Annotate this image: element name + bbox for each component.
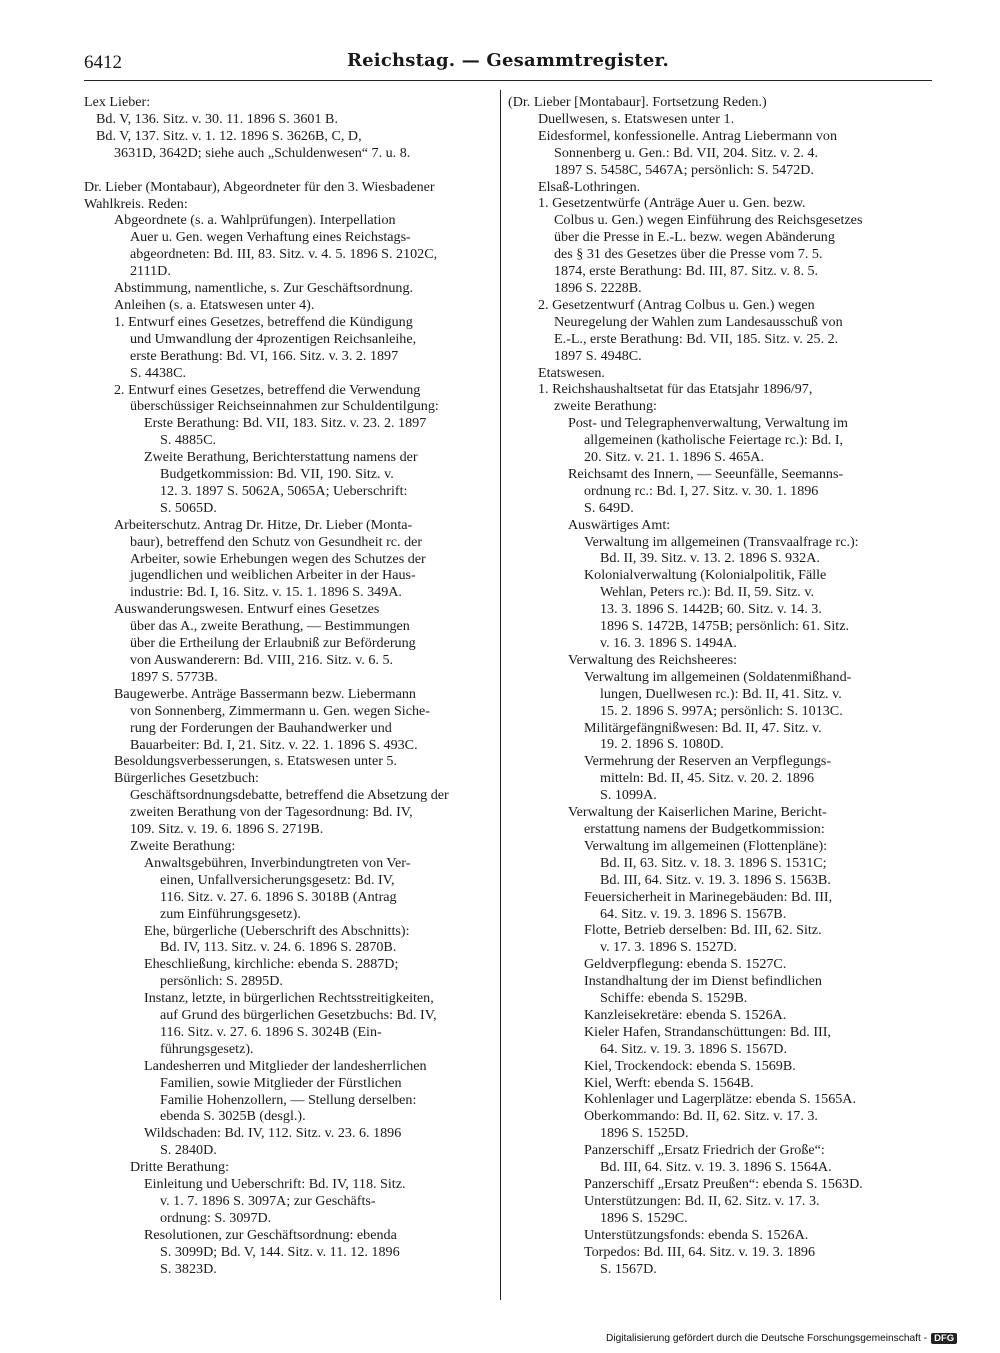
index-line: und Umwandlung der 4prozentigen Reichsanleihe, [130, 330, 417, 347]
index-line: Ehe, bürgerliche (Ueberschrift des Abschnitts): [144, 922, 410, 939]
footer [606, 1333, 957, 1344]
index-line: von Sonnenberg, Zimmermann u. Gen. wegen Siche- [130, 702, 430, 719]
index-line: Reichsamt des Innern, — Seeunfälle, Seemanns- [568, 465, 844, 482]
index-line: Lex Lieber: [84, 94, 151, 110]
index-line: zum Einführungsgesetz). [160, 905, 301, 922]
index-line: 12. 3. 1897 S. 5062A, 5065A; Ueberschrift: [160, 482, 408, 499]
index-line: Colbus u. Gen.) wegen Einführung des Reichsgesetzes [554, 212, 863, 229]
index-line: 1897 S. 5458C, 5467A; persönlich: S. 5472D. [554, 161, 814, 178]
index-line: 15. 2. 1896 S. 997A; persönlich: S. 1013C. [600, 702, 843, 719]
index-line: 3631D, 3642D; siehe auch „Schuldenwesen“ 7. u. 8. [114, 144, 411, 161]
index-line: Bd. IV, 113. Sitz. v. 24. 6. 1896 S. 2870B. [160, 939, 397, 956]
index-line: auf Grund des bürgerlichen Gesetzbuchs: Bd. IV, [160, 1007, 437, 1024]
index-line: Kiel, Werft: ebenda S. 1564B. [584, 1074, 754, 1091]
index-line: Einleitung und Ueberschrift: Bd. IV, 118. Sitz. [144, 1176, 406, 1193]
index-line: Arbeiterschutz. Antrag Dr. Hitze, Dr. Lieber (Monta- [114, 516, 413, 533]
index-line: Zweite Berathung, Berichterstattung namens der [144, 449, 418, 466]
index-line: Bd. III, 64. Sitz. v. 19. 3. 1896 S. 1564A. [600, 1159, 832, 1176]
index-line: S. 3099D; Bd. V, 144. Sitz. v. 11. 12. 1896 [160, 1243, 400, 1260]
index-line: zweite Berathung: [554, 398, 657, 415]
index-line: Verwaltung im allgemeinen (Transvaalfrage rc.): [584, 533, 859, 550]
index-line: S. 4885C. [160, 432, 216, 449]
index-line: persönlich: S. 2895D. [160, 973, 283, 990]
index-line: 2111D. [130, 263, 171, 280]
index-line: Post- und Telegraphenverwaltung, Verwaltung im [568, 415, 848, 432]
index-line: 1. Entwurf eines Gesetzes, betreffend die Kündigung [114, 313, 413, 330]
index-line: 1874, erste Berathung: Bd. III, 87. Sitz. v. 8. 5. [554, 263, 819, 280]
index-line: 2. Entwurf eines Gesetzes, betreffend die Verwendung [114, 381, 421, 398]
index-line: Flotte, Betrieb derselben: Bd. III, 62. Sitz. [584, 922, 822, 939]
header-rule [84, 80, 932, 81]
index-line: Kanzleisekretäre: ebenda S. 1526A. [584, 1006, 787, 1023]
index-line: 1896 S. 1472B, 1475B; persönlich: 61. Sitz. [600, 618, 849, 635]
index-line: Besoldungsverbesserungen, s. Etatswesen unter 5. [114, 753, 397, 770]
index-line: Wahlkreis. Reden: [84, 195, 188, 212]
left-column [84, 94, 494, 1278]
index-line: ebenda S. 3025B (desgl.). [160, 1108, 306, 1125]
page-header [84, 50, 932, 76]
index-line: S. 2840D. [160, 1142, 217, 1159]
index-line [84, 162, 494, 179]
index-line: des § 31 des Gesetzes über die Presse vom 7. 5. [554, 246, 823, 263]
index-line: Dritte Berathung: [130, 1159, 230, 1176]
index-line: Dr. Lieber (Montabaur), Abgeordneter für den 3. Wiesbadener [84, 178, 435, 195]
index-line: industrie: Bd. I, 16. Sitz. v. 15. 1. 1896 S. 349A. [130, 584, 402, 601]
index-line: Auswärtiges Amt: [568, 516, 671, 533]
index-line: 116. Sitz. v. 27. 6. 1896 S. 3024B (Ein- [160, 1023, 382, 1040]
index-line: 1896 S. 1529C. [600, 1209, 688, 1226]
index-line: Unterstützungsfonds: ebenda S. 1526A. [584, 1226, 809, 1243]
index-line: Wildschaden: Bd. IV, 112. Sitz. v. 23. 6. 1896 [144, 1125, 402, 1142]
index-line: Neuregelung der Wahlen zum Landesausschuß von [554, 313, 843, 330]
index-line: Resolutionen, zur Geschäftsordnung: ebenda [144, 1226, 397, 1243]
index-line: erste Berathung: Bd. VI, 166. Sitz. v. 3. 2. 1897 [130, 347, 399, 364]
index-line: Geschäftsordnungsdebatte, betreffend die Absetzung der [130, 787, 449, 804]
index-line: Auer u. Gen. wegen Verhaftung eines Reichstags- [130, 229, 411, 246]
index-line: 20. Sitz. v. 21. 1. 1896 S. 465A. [584, 449, 764, 466]
index-line: Verwaltung im allgemeinen (Soldatenmißhand- [584, 668, 852, 685]
index-line: 64. Sitz. v. 19. 3. 1896 S. 1567B. [600, 905, 787, 922]
index-line: S. 4438C. [130, 364, 186, 381]
index-line: Bürgerliches Gesetzbuch: [114, 770, 259, 787]
index-line: 1897 S. 4948C. [554, 347, 642, 364]
page-number: 6412 [84, 52, 122, 73]
index-line: überschüssiger Reichseinnahmen zur Schuldentilgung: [130, 398, 439, 415]
index-line: S. 1099A. [600, 787, 657, 804]
index-line: 1. Gesetzentwürfe (Anträge Auer u. Gen. bezw. [538, 195, 806, 212]
index-line: Bauarbeiter: Bd. I, 21. Sitz. v. 22. 1. 1896 S. 493C. [130, 736, 418, 753]
index-line: Oberkommando: Bd. II, 62. Sitz. v. 17. 3. [584, 1108, 818, 1125]
index-line: Bd. II, 63. Sitz. v. 18. 3. 1896 S. 1531C; [600, 854, 827, 871]
index-line: Geldverpflegung: ebenda S. 1527C. [584, 956, 787, 973]
index-line: Panzerschiff „Ersatz Preußen“: ebenda S. 1563D. [584, 1176, 863, 1192]
index-line: jugendlichen und weiblichen Arbeiter in der Haus- [130, 567, 416, 584]
index-line: Erste Berathung: Bd. VII, 183. Sitz. v. 23. 2. 1897 [144, 415, 427, 432]
index-line: Landesherren und Mitglieder der landesherrlichen [144, 1057, 427, 1074]
index-line: lungen, Duellwesen rc.): Bd. II, 41. Sitz. v. [600, 685, 842, 702]
index-line: Abstimmung, namentliche, s. Zur Geschäftsordnung. [114, 280, 414, 297]
index-line: Auswanderungswesen. Entwurf eines Gesetzes [114, 601, 380, 618]
index-line: Anleihen (s. a. Etatswesen unter 4). [114, 296, 315, 313]
index-line: über die Presse in E.-L. bezw. wegen Abänderung [554, 229, 835, 246]
index-line: Eidesformel, konfessionelle. Antrag Liebermann von [538, 127, 838, 144]
index-line: 2. Gesetzentwurf (Antrag Colbus u. Gen.) wegen [538, 296, 815, 313]
index-line: ordnung: S. 3097D. [160, 1209, 272, 1226]
index-line: (Dr. Lieber [Montabaur]. Fortsetzung Reden.) [508, 94, 767, 110]
running-title: Reichstag. — Gesammtregister. [347, 50, 669, 71]
index-line: Duellwesen, s. Etatswesen unter 1. [538, 110, 735, 127]
index-line: Torpedos: Bd. III, 64. Sitz. v. 19. 3. 1896 [584, 1243, 816, 1260]
index-line: Elsaß-Lothringen. [538, 178, 641, 195]
index-line: Arbeiter, sowie Erhebungen wegen des Schutzes der [130, 550, 426, 567]
index-line: Bd. V, 136. Sitz. v. 30. 11. 1896 S. 3601 B. [96, 110, 338, 127]
index-line: von Auswanderern: Bd. VIII, 216. Sitz. v. 6. 5. [130, 652, 394, 668]
index-line: 1. Reichshaushaltsetat für das Etatsjahr 1896/97, [538, 381, 813, 398]
index-line: Familie Hohenzollern, — Stellung derselben: [160, 1091, 417, 1108]
index-line: 13. 3. 1896 S. 1442B; 60. Sitz. v. 14. 3. [600, 601, 822, 618]
index-line: 64. Sitz. v. 19. 3. 1896 S. 1567D. [600, 1040, 788, 1057]
index-line: Bd. V, 137. Sitz. v. 1. 12. 1896 S. 3626B, C, D, [96, 127, 362, 144]
index-line: über die Ertheilung der Erlaubniß zur Beförderung [130, 635, 416, 652]
index-line: Zweite Berathung: [130, 837, 236, 854]
index-line: S. 5065D. [160, 499, 217, 516]
right-column [508, 94, 932, 1277]
index-line: Baugewerbe. Anträge Bassermann bezw. Liebermann [114, 685, 416, 702]
footer-credit: Digitalisierung gefördert durch die Deutsche Forschungsgemeinschaft - [606, 1333, 928, 1344]
index-line: Instanz, letzte, in bürgerlichen Rechtsstreitigkeiten, [144, 990, 434, 1007]
index-line: Militärgefängnißwesen: Bd. II, 47. Sitz. v. [584, 719, 822, 736]
index-line: v. 16. 3. 1896 S. 1494A. [600, 635, 737, 651]
index-line: Etatswesen. [538, 364, 605, 381]
index-line: Bd. III, 64. Sitz. v. 19. 3. 1896 S. 1563B. [600, 871, 831, 888]
index-line: Anwaltsgebühren, Inverbindungtreten von Ver- [144, 854, 411, 871]
index-line: einen, Unfallversicherungsgesetz: Bd. IV, [160, 871, 395, 888]
dfg-logo: DFG [931, 1333, 957, 1344]
index-line: Instandhaltung der im Dienst befindlichen [584, 973, 822, 990]
index-line: Verwaltung des Reichsheeres: [568, 651, 738, 668]
index-line: Verwaltung der Kaiserlichen Marine, Bericht- [568, 804, 827, 821]
column-divider [500, 90, 501, 1300]
index-line: mitteln: Bd. II, 45. Sitz. v. 20. 2. 1896 [600, 770, 815, 787]
index-line: 109. Sitz. v. 19. 6. 1896 S. 2719B. [130, 821, 324, 838]
index-line: führungsgesetz). [160, 1040, 254, 1057]
index-line: 1896 S. 1525D. [600, 1125, 689, 1142]
index-line: E.-L., erste Berathung: Bd. VII, 185. Sitz. v. 25. 2. [554, 330, 839, 347]
index-line: Verwaltung im allgemeinen (Flottenpläne): [584, 837, 828, 854]
index-line: Panzerschiff „Ersatz Friedrich der Große“: [584, 1142, 825, 1159]
index-line: allgemeinen (katholische Feiertage rc.): Bd. I, [584, 432, 844, 449]
index-line: Familien, sowie Mitglieder der Fürstlichen [160, 1074, 402, 1091]
index-line: v. 17. 3. 1896 S. 1527D. [600, 939, 737, 956]
index-line: S. 3823D. [160, 1260, 217, 1277]
index-line: 1897 S. 5773B. [130, 668, 218, 685]
index-line: S. 649D. [584, 499, 634, 516]
index-line: Kieler Hafen, Strandanschüttungen: Bd. III, [584, 1023, 831, 1040]
index-line: v. 1. 7. 1896 S. 3097A; zur Geschäfts- [160, 1193, 376, 1209]
index-line: Kohlenlager und Lagerplätze: ebenda S. 1565A. [584, 1091, 856, 1108]
index-line: Unterstützungen: Bd. II, 62. Sitz. v. 17. 3. [584, 1192, 820, 1209]
index-line: Kiel, Trockendock: ebenda S. 1569B. [584, 1057, 796, 1074]
index-line: zweiten Berathung von der Tagesordnung: Bd. IV, [130, 804, 413, 821]
index-line: baur), betreffend den Schutz von Gesundheit rc. der [130, 533, 423, 550]
index-line: Feuersicherheit in Marinegebäuden: Bd. III, [584, 888, 833, 905]
index-line: Eheschließung, kirchliche: ebenda S. 2887D; [144, 956, 399, 973]
index-line: Budgetkommission: Bd. VII, 190. Sitz. v. [160, 466, 394, 483]
index-line: erstattung namens der Budgetkommission: [584, 820, 825, 837]
index-line: abgeordneten: Bd. III, 83. Sitz. v. 4. 5. 1896 S. 2102C, [130, 246, 438, 263]
index-line: 19. 2. 1896 S. 1080D. [600, 736, 724, 753]
index-line: S. 1567D. [600, 1260, 657, 1277]
index-line: Wehlan, Peters rc.): Bd. II, 59. Sitz. v. [600, 584, 815, 601]
index-line: Schiffe: ebenda S. 1529B. [600, 990, 748, 1007]
index-line: Vermehrung der Reserven an Verpflegungs- [584, 753, 832, 770]
index-line: über das A., zweite Berathung, — Bestimmungen [130, 618, 410, 635]
index-line: Abgeordnete (s. a. Wahlprüfungen). Interpellation [114, 212, 396, 229]
index-line: Kolonialverwaltung (Kolonialpolitik, Fälle [584, 567, 827, 584]
index-line: Bd. II, 39. Sitz. v. 13. 2. 1896 S. 932A. [600, 550, 820, 567]
index-line: rung der Forderungen der Bauhandwerker und [130, 719, 392, 736]
index-line: 116. Sitz. v. 27. 6. 1896 S. 3018B (Antrag [160, 888, 397, 905]
index-line: Sonnenberg u. Gen.: Bd. VII, 204. Sitz. v. 2. 4. [554, 144, 818, 161]
index-line: ordnung rc.: Bd. I, 27. Sitz. v. 30. 1. 1896 [584, 482, 819, 499]
index-line: 1896 S. 2228B. [554, 279, 642, 296]
